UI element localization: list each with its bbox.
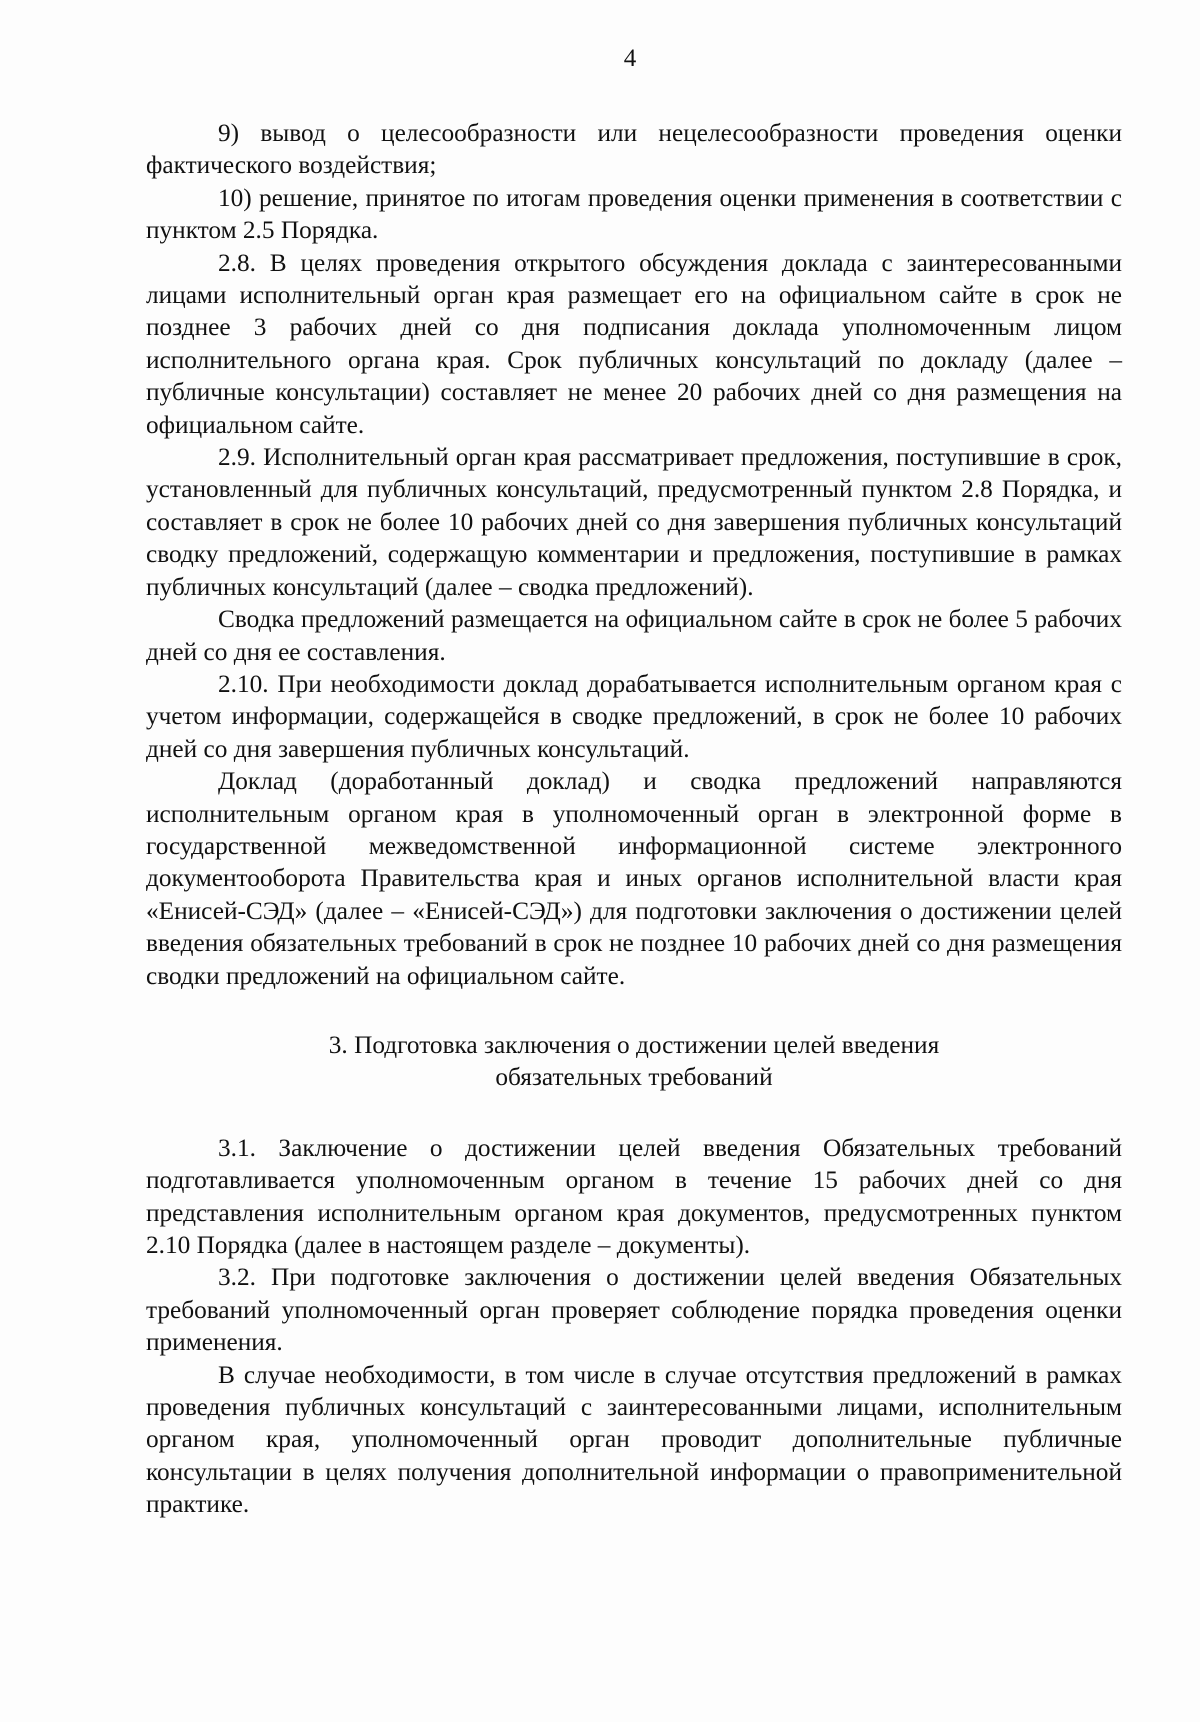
paragraph-item-9: 9) вывод о целесообразности или нецелесообразности проведения оценки фактического воздействия; [146,119,1122,180]
paragraph-2-8: 2.8. В целях проведения открытого обсуждения доклада с заинтересованными лицами исполнительный орган края размещает его на официальном сайте в срок не позднее 3 рабочих дней со дня подписания доклада уполномоченным лицом исполнительного органа края. Срок публичных консультаций по докладу (далее – публичные консультации) составляет не менее 20 рабочих дней со дня размещения на официальном сайте. [146,248,1122,439]
paragraph-item-10: 10) решение, принятое по итогам проведения оценки применения в соответствии с пунктом 2.5 Порядка. [146,183,1122,245]
section-heading [146,1029,1122,1094]
page-number: 4 [623,45,637,72]
paragraph-3-1: 3.1. Заключение о достижении целей введения Обязательных требований подготавливается уполномоченным органом в течение 15 рабочих дней со дня представления исполнительным органом края документов, предусмотренных пунктом 2.10 Порядка (далее в настоящем разделе – документы). [146,1133,1122,1259]
paragraph-report-submission: Доклад (доработанный доклад) и сводка предложений направляются исполнительным органом края в уполномоченный орган в электронной форме в государственной межведомственной информационной системе электронного документооборота Правительства края и иных органов исполнительной власти края «Енисей-СЭД» (далее – «Енисей-СЭД») для подготовки заключения о достижении целей введения обязательных требований в срок не позднее 10 рабочих дней со дня размещения сводки предложений на официальном сайте. [146,767,1122,990]
paragraph-summary-publication: Сводка предложений размещается на официальном сайте в срок не более 5 рабочих дней со дня ее составления. [146,605,1122,666]
paragraph-3-2: 3.2. При подготовке заключения о достижении целей введения Обязательных требований уполномоченный орган проверяет соблюдение порядка проведения оценки применения. [146,1263,1122,1357]
paragraph-additional-consultations: В случае необходимости, в том числе в случае отсутствия предложений в рамках проведения публичных консультаций с заинтересованными лицами, исполнительным органом края, уполномоченный орган проводит дополнительные публичные консультации в целях получения дополнительной информации о правоприменительной практике. [146,1360,1122,1519]
section-heading-line-1: 3. Подготовка заключения о достижении целей введения [328,1030,940,1059]
section-heading-line-2: обязательных требований [495,1063,773,1092]
paragraph-2-9: 2.9. Исполнительный орган края рассматривает предложения, поступившие в срок, установленный для публичных консультаций, предусмотренный пунктом 2.8 Порядка, и составляет в срок не более 10 рабочих дней со дня завершения публичных консультаций сводку предложений, содержащую комментарии и предложения, поступившие в рамках публичных консультаций (далее – сводка предложений). [146,443,1122,601]
document-body [146,117,1122,1521]
paragraph-2-10: 2.10. При необходимости доклад дорабатывается исполнительным органом края с учетом информации, содержащейся в сводке предложений, в срок не более 10 рабочих дней со дня завершения публичных консультаций. [146,669,1122,763]
